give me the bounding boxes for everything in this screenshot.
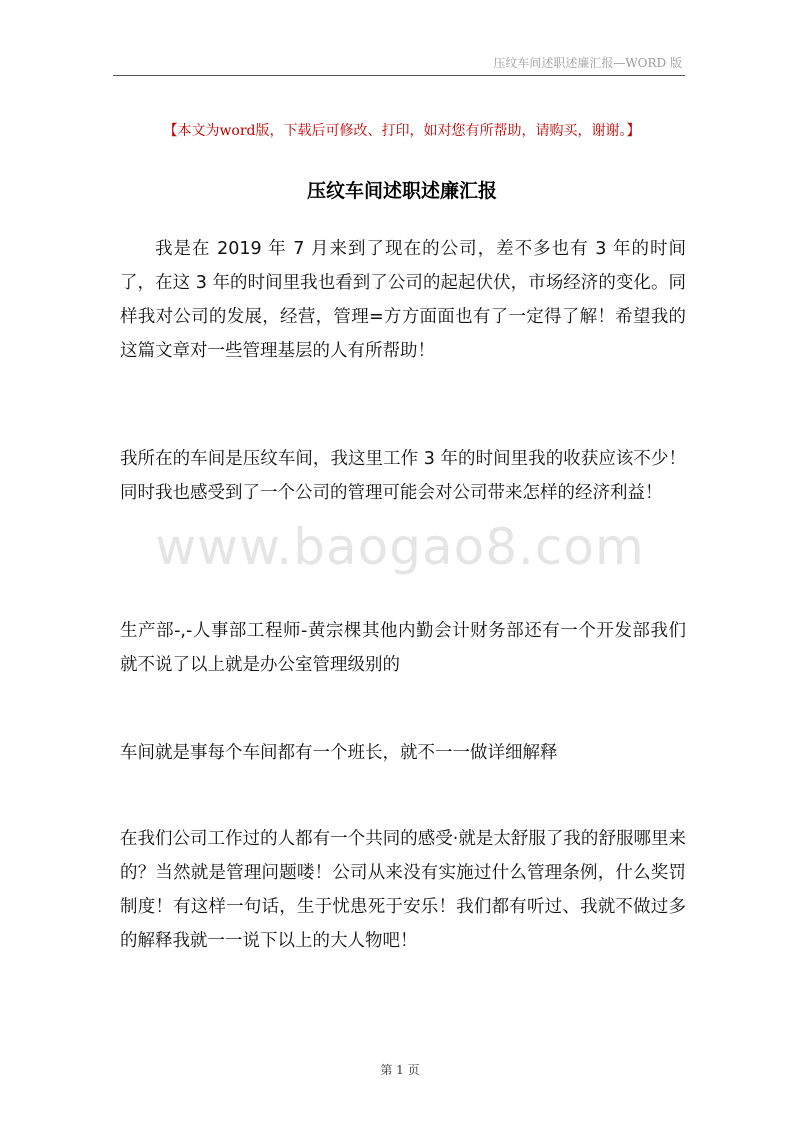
- paragraph-workshop: 我所在的车间是压纹车间，我这里工作 3 年的时间里我的收获应该不少！同时我也感受到了一个公司的管理可能会对公司带来怎样的经济利益！: [120, 449, 686, 503]
- purchase-notice: 【本文为word版，下载后可修改、打印，如对您有所帮助，请购买，谢谢。】: [163, 123, 641, 139]
- page-number: 第 1 页: [380, 1063, 420, 1077]
- paragraph-team-leaders: 车间就是事每个车间都有一个班长，就不一一做详细解释: [120, 743, 558, 763]
- page-header-title: 压纹车间述职述廉汇报—WORD 版: [493, 56, 682, 70]
- paragraph-intro: 我是在 2019 年 7 月来到了现在的公司，差不多也有 3 年的时间了，在这 3 年的时间里我也看到了公司的起起伏伏，市场经济的变化。同样我对公司的发展，经营，管理=方方面面也有了一定得了解！希望我的这篇文章对一些管理基层的人有所帮助！: [120, 239, 686, 361]
- document-title: 压纹车间述职述廉汇报: [306, 180, 497, 202]
- paragraph-departments: 生产部-,-人事部工程师-黄宗棵其他内勤会计财务部还有一个开发部我们就不说了以上就是办公室管理级别的: [120, 621, 686, 675]
- header-divider: [113, 75, 685, 76]
- site-watermark: www.baogao8.com: [155, 518, 645, 576]
- paragraph-management: 在我们公司工作过的人都有一个共同的感受·就是太舒服了我的舒服哪里来的？当然就是管理问题喽！公司从来没有实施过什么管理条例，什么奖罚制度！有这样一句话，生于忧患死于安乐！我们都有听过、我就不做过多的解释我就一一说下以上的大人物吧！: [120, 829, 686, 951]
